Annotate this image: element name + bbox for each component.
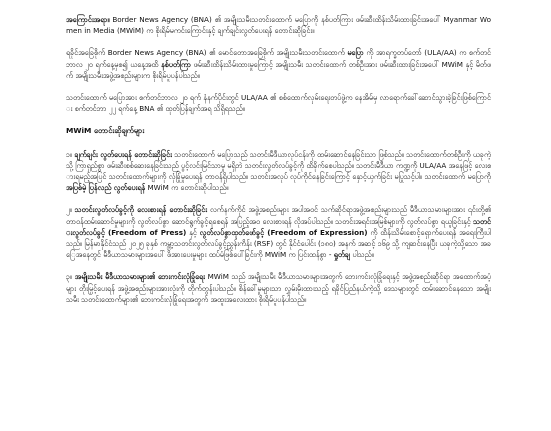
demands-heading: MWiM တောင်းဆိုချက်များ [66,126,145,136]
item-1-text-b: MWiM က တောင်းဆိုပါသည်။ [145,183,229,193]
item-1-title: ချက်ချင်း လွတ်ပေးရန် တောင်းဆိုခြင်း [74,149,172,159]
item-3-title: အမျိုးသမီး မီဒီယာသမားများ၏ ဘေးကင်းလုံခြုံရေး [74,272,206,282]
demand-item-3 [66,271,491,305]
arrest-details-text: သတင်းထောက် မပြောအား စက်တင်ဘာလ ၂၀ ရက် နံနက်ပိုင်းတွင် ULA/AA ၏ စစ်ထောက်လှမ်းရေးတပ်ဖွဲ့က နေအိမ်မှ လာရောက်ခေါ်ဆောင်သွားခဲ့ခြင်းဖြစ်ကြောင်း စက်တင်ဘာ ၂၂ ရက်နေ့ BNA ၏ ထုတ်ပြန်ချက်အရ သိရှိရသည်။ [66,93,491,114]
detention-text-b: ကို အာရက္ခတပ်တော် (ULA/AA) က စက်တင်ဘာလ ၂၀ ရက်နေ့မှစ၍ ယနေ့အထိ [66,48,491,69]
arrest-details-paragraph [66,92,491,114]
item-2-text-c: ကို ထိန်းသိမ်းစောင့်ရှောက်ပေးရန် အရေးကြီးပါသည်။ မြန်မာနိုင်ငံသည် ၂၀၂၅ ခုနှစ် ကမ္ဘာ့သတင်းလွတ်လပ်ခွင့်ညွှန်းကိန်း (RSF) တွင် နိုင်ငံပေါင်း (၁၈၀) အနက် အဆင့် ၁၆၉ သို့ ကျဆင်းနေပြီး ယခုကဲ့သို့သော အခြေအနေတွင် မီဒီယာသမားများအပေါ် ဖိအားပေးမှုများ ထပ်မံဖြစ်ပေါ်ခြင်းကို MWiM က ပြင်းထန်စွာ - [66,227,491,260]
item-2-text-b: နှင့် [186,227,200,237]
demand-item-2 [66,204,491,260]
item-2-text-a: လက်နက်ကိုင် အဖွဲ့အစည်းများ အပါအဝင် သက်ဆိုင်ရာအဖွဲ့အစည်းများသည် မီဒီယာသမားများအား ၎င်းတို့၏ တာဝန်ထမ်းဆောင်မှုများကို လွတ်လပ်စွာ ဆောင်ရွက်ခွင့်ရစေရန် အပြည့်အဝ လေးစားရန် လိုအပ်ပါသည်။ သတင်းအရင်းအမြစ်များကို လွတ်လပ်စွာ ရယူခြင်းနှင့် [66,205,491,226]
item-1-number: ၁။ [66,149,75,159]
subject-lead: အကြောင်းအရာ။ [66,15,110,24]
item-3-text-a: MWiM သည် အမျိုးသမီး မီဒီယာသမားများအတွက် ဘေးကင်းလုံခြုံရေးနှင့် အဖွဲ့အစည်းဆိုင်ရာ အထောက်အပံ့များ တိုးမြှင့်ပေးရန် အဖွဲ့အစည်းများအားလုံးကို တိုက်တွန်းပါသည်။ စိန်ခေါ်မှုများသာ လွှမ်းမိုးထားသည့် ရခိုင်ပြည်နယ်ကဲ့သို့ ဒေသများတွင် ထမ်းဆောင်နေသော အမျိုးသမီး သတင်းထောက်များ၏ ဘေးကင်းလုံခြုံရေးအတွက် အထူးအလေးထား စိုးရိမ်ပူပန်ပါသည်။ [66,272,492,304]
item-2-bold-b: သတင်းလွတ်လပ်ခွင့် (Freedom of Press) [66,216,491,237]
item-2-bold-c: လွတ်လပ်စွာထုတ်ဖော်ခွင့် (Freedom of Expression) [199,227,368,237]
item-2-title: သတင်းလွတ်လပ်ခွင့်ကို လေးစားရန် တောင်းဆိုခြင်း [74,205,208,215]
demand-item-1 [66,149,491,194]
detention-text-c: ဖမ်းဆီးထိန်းသိမ်းထားမှုကြောင့် အမျိုးသမီး သတင်းထောက် တစ်ဦးအား ဖမ်းဆီးထားခြင်းအပေါ် MWiM နှင့် မိတ်ဖက် အမျိုးသမီးအဖွဲ့အစည်းများက စိုးရိမ်ပူပန်ပါသည်။ [66,59,491,80]
detention-paragraph [66,47,491,81]
item-1-text-a: သတင်းထောက် မပြောသည် သတင်းမီဒီယာလုပ်ငန်းကို ထမ်းဆောင်နေခြင်းသာ ဖြစ်သည်။ သတင်းထောက်တစ်ဦးကို ယခုကဲ့သို့ ကြာရှည်စွာ ဖမ်းဆီးစစ်ဆေးနေခြင်းသည် ပွင့်လင်းမြင်သာမှု မရှိဘဲ သတင်းလွတ်လပ်ခွင့်ကို ထိခိုက်စေပါသည်။ သတင်းမီဒီယာ ကဏ္ဍကို ULA/AA အနေဖြင့် လေးစားရမည့်အပြင် သတင်းထောက်များကို လုံခြုံမှုပေးရန် တာဝန်ရှိပါသည်။ သတင်းအလုပ် လုပ်ကိုင်နေခြင်းကြောင့် နှောင့်ယှက်ခြင်း မပြုသင့်ပါ။ သတင်းထောက် မပြောကို [66,149,491,182]
subject-paragraph [66,14,491,36]
journalist-name: မပြော [347,48,364,58]
item-2-bold-d: ရှုတ်ချ [333,250,351,260]
item-3-number: ၃။ [66,272,75,282]
detention-duration: နစ်ပတ်ကြာ [160,59,192,69]
item-1-bold-b: အပြစ်မဲ့ ပြန်လည် လွတ်ပေးရန် [66,183,146,193]
detention-text-a: ရခိုင်အခြေစိုက် Border News Agency (BNA) ၏ မောင်တောအခြေစိုက် အမျိုးသမီးသတင်းထောက် [66,48,348,58]
item-2-number: ၂။ [66,205,75,215]
subject-text: Border News Agency (BNA) ၏ အမျိုးသမီးသတင်းထောက် မပြောကို နစ်ပတ်ကြား ဖမ်းဆီးထိန်းသိမ်းထားခြင်းအပေါ် Myanmar Women in Media (MWiM) က စိုးရိမ်မကင်းကြောင်းနှင့် ချက်ချင်းလွတ်ပေးရန် တောင်းဆိုခြင်း။ [66,15,491,36]
item-2-text-d: ပါသည်။ [350,250,374,260]
